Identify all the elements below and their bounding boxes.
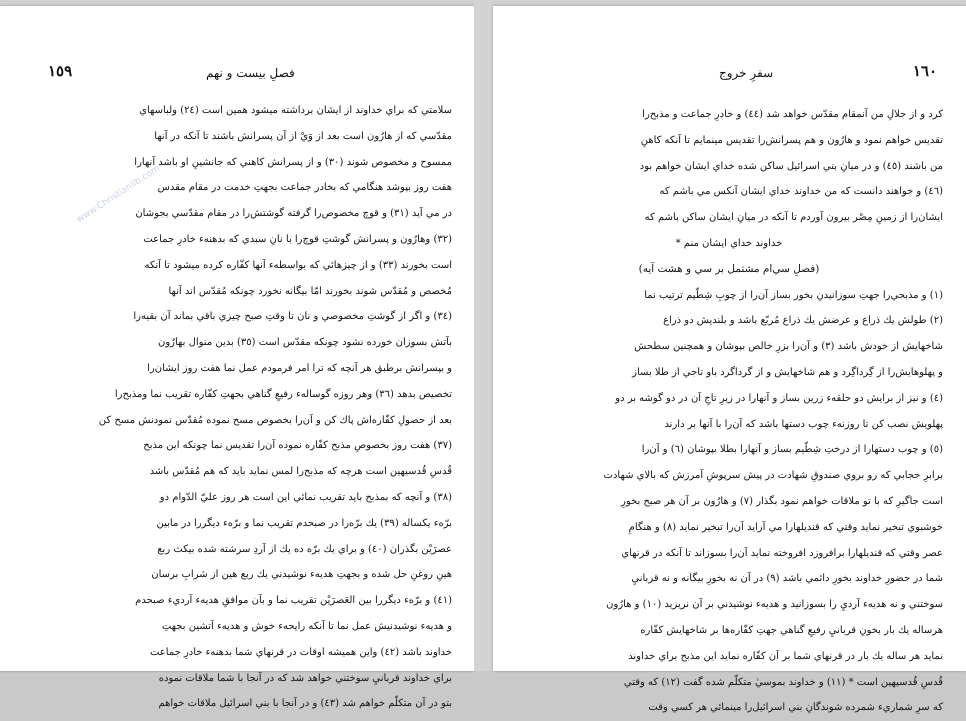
text-line: برابرِ حجابي كه رو بروي صندوقِ شهادت در پيش سرپوشِ آمرزش كه بالاي شهادت [603, 470, 943, 482]
text-line: و هديه‌ء نوشيدنيش عمل نما تا آنكه رايحه‌ء خوش و هديه‌ء آتشين بجهتِ [161, 620, 452, 632]
watermark: www.Christianlib.com [75, 163, 162, 226]
text-line: بعد از حصولِ كفّاره‌اش پاك كن و آن‌را بخصوص مسح نموده مُقدّس نمودنش مسح كن [98, 414, 452, 426]
text-line: قُدسِ قُدسيهين است هرچه كه مذبح‌را لمس نمايد بايد كه هم مُقدّس باشد [149, 466, 452, 478]
text-line: (٤٦) و خواهند دانست كه من خداوند خداي ايشان آنكس مي باشم كه [659, 186, 943, 198]
text-line: عصر وقتي كه قنديلهارا برافروزد افروخته نمايد آن‌را بسوزاند تا آنكه در قرنهاي [621, 547, 943, 559]
text-line: خداوند باشد (٤٢) واين هميشه اوقات در قرنهاي شما بدهنه‌ء خادرِ جماعت [149, 646, 452, 658]
text-line: (فصلِ سي‌ام مشتمل بر سي و هشت آيه) [638, 262, 820, 275]
text-line: شاخهايش از خودش باشد (٣) و آن‌را بزرِ خالص بپوشان و همچنين سطحش [634, 341, 943, 353]
text-line: (٣٢) وهارُون و پسرانش گوشتِ قوچ‌را با نانِ سبدي كه بدهنه‌ء خادرِ جماعت [143, 233, 452, 245]
text-line: بآتش بسوزان خورده نشود چونكه مقدّس است (٣٥) بدين منوال بهارُون [157, 337, 452, 349]
page-number: ١٦٠ [912, 62, 937, 80]
text-line: قُدسِ قُدسيهين است * (١١) و خداوند بموسيٰ متكلّم شده گفت (١٢) كه وقتي [623, 676, 943, 688]
text-line: سوختني و نه هديه‌ء آرديِ را بسوزانيد و هديه‌ء نوشيدني بر آن نريزيد (١٠) و هارُون [606, 599, 943, 611]
right-page-text [515, 102, 943, 714]
running-title: سفرِ خروج [719, 66, 774, 80]
text-line: ممسوح و مخصوص شوند (٣٠) و از پسرانش كاهني كه جانشينِ او باشد آنهارا [134, 156, 452, 168]
left-page [0, 6, 474, 710]
right-page [493, 6, 966, 714]
page-number: ١٥٩ [48, 62, 73, 80]
text-line: بتو در آن متكلّم خواهم شد (٤٣) و در آنجا با بني اسرائيل ملاقات خواهم [158, 698, 452, 710]
left-page-text [34, 98, 452, 710]
text-line: شما در حضورِ خداوند بخورِ دائمي باشد (٩) در آن نه بخورِ بيگانه و نه قربانيِ [631, 573, 943, 585]
text-line: پهلويش نصب كن تا روزنه‌ء چوب دستها باشد كه آن‌را با آنها بر دارند [664, 418, 943, 430]
text-line: (٤١) و برّه‌ء ديگررا بين العَصرَيْن تقريب نما و بآن موافقِ هديه‌ء آردي‌ء صبحدم [135, 595, 452, 607]
text-line: كرد و از جلالِ من آنمقام مقدّس خواهد شد (٤٤) و خادرِ جماعت و مذبح‌را [642, 109, 943, 120]
text-line: (٣٧) هفت روز بخصوصِ مذبح كفّاره نموده آن‌را تقديس نما چونكه اين مذبح [143, 440, 452, 452]
text-line: تخصيص بدهد (٣٦) وهر روزه گوساله‌ء رفيعِ گناهي بجهتِ كفّاره تقريب نما ومذبح‌را [114, 388, 452, 400]
running-title: فصلِ بيست و نهم [206, 66, 295, 80]
text-line: سلامتي كه براي خداوند از ايشان برداشته ميشود همين است (٢٤) ولباسهاي [139, 105, 452, 116]
text-line: (١) و مذبحي‌را جهتِ سوزانيدنِ بخور بساز آن‌را از چوبِ شِطّيم ترتيب نما [644, 289, 943, 301]
text-line: در مي آيد (٣١) و قوچ مخصوص‌را گرفته گوشتش‌را در مقام مقدّسي بجوشان [135, 208, 452, 220]
text-line: (٤) و نيز از برايش دو حلقه‌ء زرين بساز و آنهارا در زيرِ تاجِ آن در دو گوشه بر دو [615, 392, 943, 404]
text-line: (٣٤) و اگر از گوشتِ مخصوصي و نان تا وقتِ صبح چيزي باقي بماند آن بقيه‌را [133, 311, 452, 323]
left-page-header [48, 60, 448, 86]
text-line: خوشبوي تبخير نمايد وقتي كه قنديلهارا مي آرايد آن‌را تبخير نمايد (٨) و هنگامِ [628, 521, 943, 533]
text-line: است جاگيرِ كه با تو ملاقات خواهم نمود بگذار (٧) و هارُون بر آن هر صبح بخورِ [621, 495, 943, 507]
text-line: مقدّسي كه از هارُون است بعد از وَيْ از آن پسرانش باشند تا آنكه در آنها [154, 130, 452, 142]
text-line: هرساله يك بار بخونِ قربانيِ رفيعِ گناهي جهتِ كفّاره‌ها بر شاخهايش كفّاره [640, 624, 943, 636]
text-line: مُخصص و مُقدّس شوند بخورند امّا بيگانه نخورد چونكه مُقدّس اند آنها [168, 285, 452, 297]
text-line: نمايد هر ساله يك بار در قرنهاي شما بر آن كفّاره نمايد اين مذبح براي خداوند [628, 650, 943, 662]
text-line: و پهلوهايش‌را از گِرداگِرد و هم شاخهايش و از گرداگرد باو تاجي از طلا بساز [632, 366, 943, 378]
text-line: كه سرِ شماريء شمرده شوندگانِ بني اسرائيل‌را مينمائي هر كسي وقت [648, 702, 943, 714]
page-gutter [474, 0, 493, 671]
text-line: هفت روز بپوشد هنگامي كه بخادر جماعت بجهتِ خدمت در مقام مقدس [157, 182, 452, 194]
text-line: برّه‌ء يكساله (٣٩) يك برّه‌را در صبحدم تقريب نما و برّه‌ء ديگررا در مابين [156, 517, 452, 529]
text-line: است بخورند (٣٣) و از چيزهائي كه بواسطه‌ء آنها كفّاره كرده ميشود تا آنكه [144, 259, 452, 271]
text-line: (٢) طولش يك ذراع و عرضش يك ذراع مُربّع باشد و بلنديش دو ذراع [663, 315, 943, 327]
text-line: براي خداوند قربانيِ سوختني خواهد شد كه در آنجا با شما ملاقات نموده [158, 672, 452, 684]
right-page-header [529, 60, 937, 86]
text-line: خداوند خداي ايشان منم * [675, 237, 783, 249]
text-line: عصرَيْن بگذران (٤٠) و براي يك برّه ده يك از آردِ سرشته شده بيكث ربع [157, 543, 452, 555]
text-line: (٣٨) و آنچه كه بمذبح بايد تقريب نمائي اين است هر روز عليّ الدّوام دو [159, 491, 452, 503]
text-line: و بپسرانش برطبق هر آنچه كه ترا امر فرمودم عمل نما هفت روز ايشان‌را [147, 362, 452, 374]
text-line: ايشان‌را از زمينِ مِصْر بيرون آوردم تا آنكه در ميانِ ايشان ساكن باشم كه [644, 212, 943, 224]
text-line: هينِ روغنِ حل شده و بجهتِ هديه‌ء نوشيدني يك ربع هين از شرابِ برسان [151, 569, 452, 581]
text-line: تقديس خواهم نمود و هارُون و هم پسرانش‌را تقديس مينمايم تا آنكه كاهنِ [640, 134, 943, 146]
text-line: (٥) و چوب دستهارا از درختِ شِطّيم بساز و آنهارا بطلا بپوشان (٦) و آن‌را [641, 444, 943, 456]
text-line: من باشند (٤٥) و در ميانِ بني اسرائيل ساكن شده خداي ايشان خواهم بود [639, 160, 943, 172]
